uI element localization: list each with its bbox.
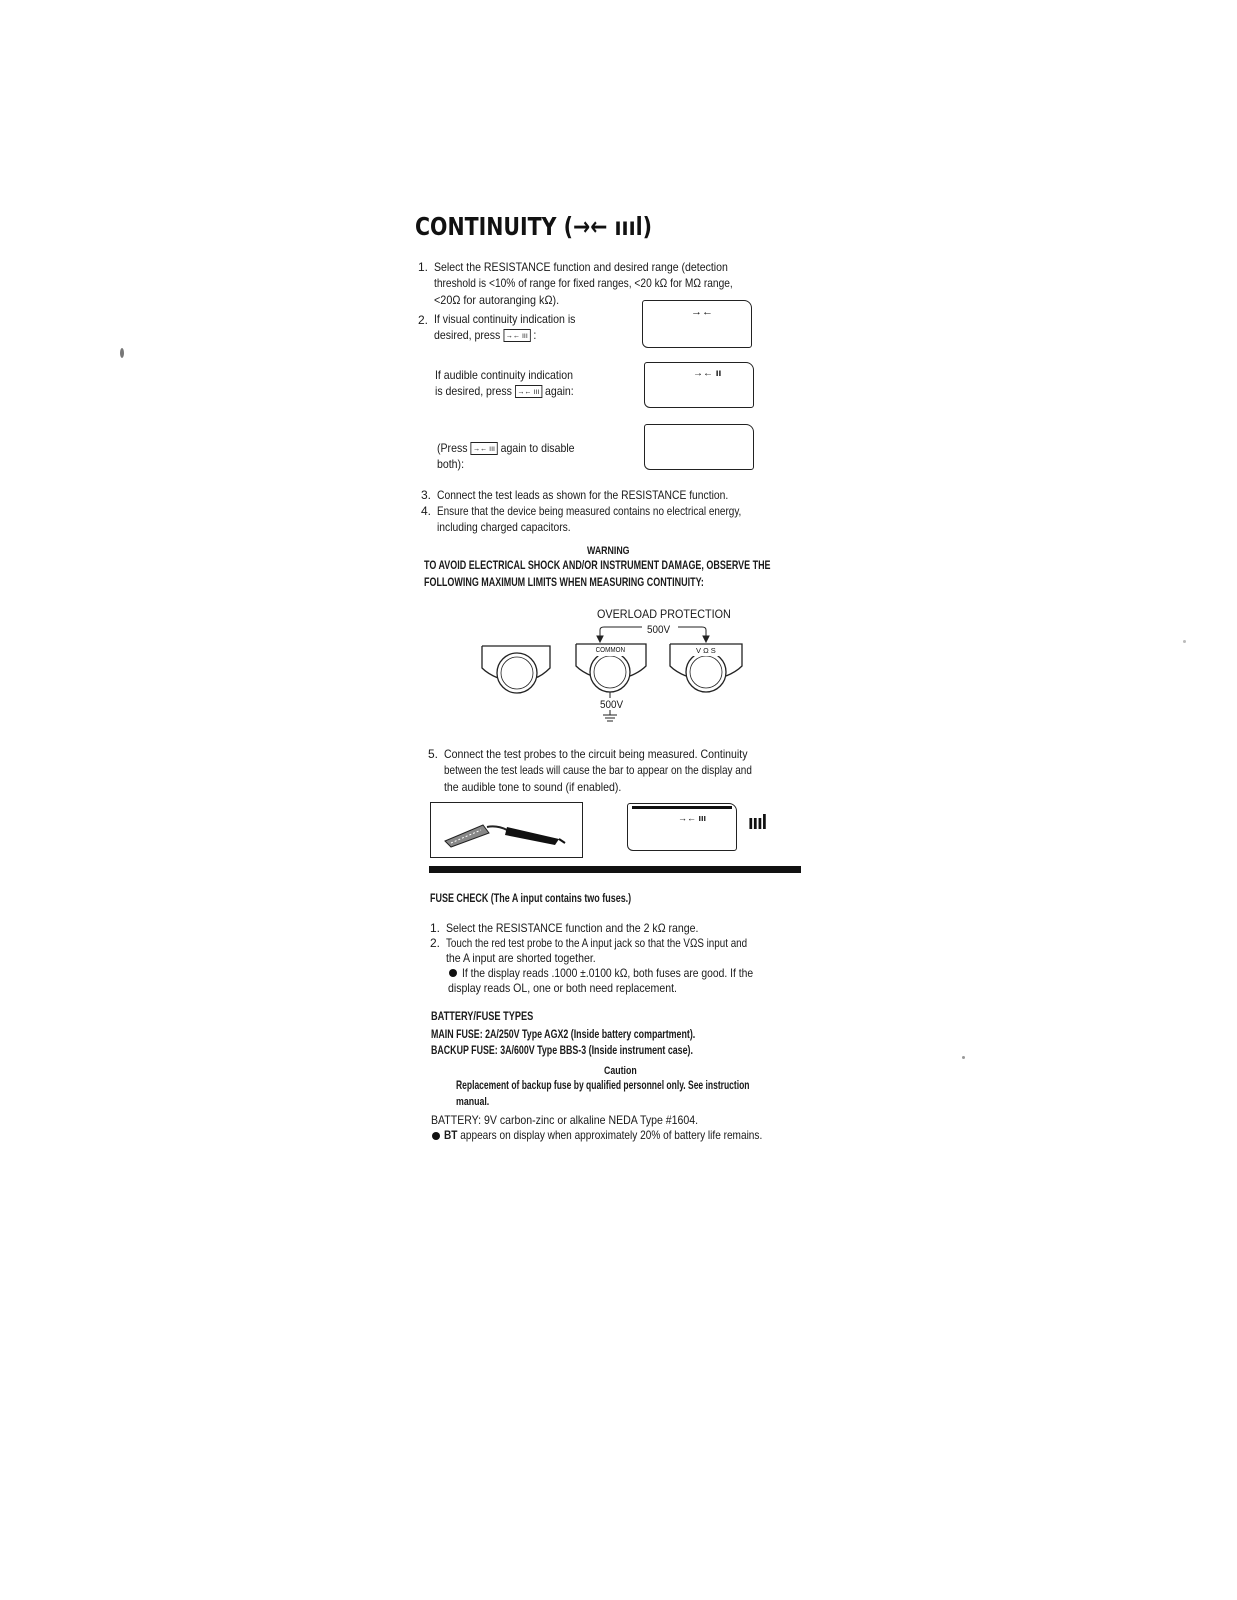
press-line1-text: (Press: [437, 441, 468, 455]
caution-line2: manual.: [456, 1096, 490, 1108]
title-text: CONTINUITY: [415, 212, 557, 241]
step1-line2: threshold is <10% of range for fixed ranges, <20 kΩ for MΩ range,: [434, 276, 733, 290]
caution-heading: Caution: [604, 1065, 637, 1077]
step4-number: 4.: [421, 504, 432, 518]
continuity-key: →← ııı: [515, 385, 542, 398]
continuity-symbol: →←: [691, 306, 713, 318]
step3-number: 3.: [421, 488, 432, 502]
step1-number: 1.: [418, 260, 429, 274]
fuse-check-heading: FUSE CHECK (The A input contains two fuses.): [430, 893, 632, 905]
continuity-key: →← ııı: [470, 442, 497, 455]
step2-line2: [434, 327, 536, 343]
audible-line2-text: is desired, press: [435, 384, 512, 398]
lcd-disabled: [644, 424, 754, 470]
jacks-diagram: [470, 618, 760, 730]
audible-tone-icon: ıııl: [748, 812, 767, 834]
fuse-step2-number: 2.: [430, 936, 441, 950]
step4-line1: Ensure that the device being measured contains no electrical energy,: [437, 504, 742, 518]
step2-number: 2.: [418, 313, 429, 327]
scan-speck: [120, 348, 124, 358]
main-fuse: MAIN FUSE: 2A/250V Type AGX2 (Inside battery compartment).: [431, 1029, 696, 1041]
bt-indicator: BT: [444, 1128, 458, 1142]
section-divider: [429, 866, 801, 873]
battery-fuse-heading: BATTERY/FUSE TYPES: [431, 1011, 534, 1023]
audible-line2-end: again:: [544, 384, 574, 398]
lcd-continuity-bar: [627, 803, 737, 851]
backup-fuse: BACKUP FUSE: 3A/600V Type BBS-3 (Inside instrument case).: [431, 1045, 693, 1057]
continuity-audible-symbol: →← ıı: [693, 368, 722, 379]
bullet-icon: [432, 1132, 440, 1140]
warning-line2: FOLLOWING MAXIMUM LIMITS WHEN MEASURING CONTINUITY:: [424, 577, 704, 589]
warning-heading: WARNING: [587, 545, 630, 557]
step2-line2-text: desired, press: [434, 328, 501, 342]
step5-line3: the audible tone to sound (if enabled).: [444, 780, 622, 794]
press-line2: both):: [437, 457, 465, 471]
test-probes-icon: [431, 803, 582, 857]
step5-number: 5.: [428, 747, 439, 761]
battery-note-text: appears on display when approximately 20% of battery life remains.: [460, 1128, 763, 1142]
lcd-visual-continuity: [642, 300, 752, 348]
continuity-key: →← ııı: [503, 329, 530, 342]
caution-line1: Replacement of backup fuse by qualified personnel only. See instruction: [456, 1080, 750, 1092]
probe-illustration: [430, 802, 583, 858]
overload-volts: 500V: [647, 624, 671, 636]
fuse-bullet-line1: If the display reads .1000 ±.0100 kΩ, both fuses are good. If the: [462, 966, 754, 980]
press-line1-end: again to disable: [500, 441, 575, 455]
jack-a: [482, 646, 550, 693]
continuity-bar: [632, 806, 732, 809]
bullet-icon: [449, 969, 457, 977]
step2-line1: If visual continuity indication is: [434, 312, 576, 326]
press-line1: [437, 440, 575, 456]
audible-line1: If audible continuity indication: [435, 368, 573, 382]
step4-line2: including charged capacitors.: [437, 520, 571, 534]
fuse-step2-line2: the A input are shorted together.: [446, 951, 596, 965]
scan-speck: [962, 1056, 965, 1059]
battery-type: BATTERY: 9V carbon-zinc or alkaline NEDA Type #1604.: [431, 1113, 699, 1127]
step2-line2-end: :: [533, 328, 537, 342]
step3-text: Connect the test leads as shown for the RESISTANCE function.: [437, 488, 729, 502]
fuse-bullet-line2: display reads OL, one or both need replacement.: [448, 981, 677, 995]
fuse-step1: Select the RESISTANCE function and the 2 kΩ range.: [446, 921, 699, 935]
step1-line3: <20Ω for autoranging kΩ).: [434, 293, 560, 307]
title-symbol: (→← ıııl): [563, 212, 652, 241]
ground-volts: 500V: [600, 699, 624, 711]
jack-vos-label: V Ω S: [696, 646, 716, 655]
overload-label: OVERLOAD PROTECTION: [597, 607, 731, 621]
battery-note: [444, 1127, 762, 1143]
overload-bracket: [597, 627, 709, 642]
warning-line1: TO AVOID ELECTRICAL SHOCK AND/OR INSTRUMENT DAMAGE, OBSERVE THE: [424, 560, 771, 572]
bar-lcd-symbol: →← ııı: [678, 813, 707, 823]
fuse-step1-number: 1.: [430, 921, 441, 935]
step5-line2: between the test leads will cause the bar to appear on the display and: [444, 763, 752, 777]
audible-line2: [435, 383, 574, 399]
step1-line1: Select the RESISTANCE function and desired range (detection: [434, 260, 728, 274]
fuse-step2-line1: Touch the red test probe to the A input jack so that the VΩS input and: [446, 936, 748, 950]
page-title: [415, 212, 652, 241]
step5-line1: Connect the test probes to the circuit being measured. Continuity: [444, 747, 748, 761]
lcd-audible-continuity: [644, 362, 754, 408]
jack-common-label: COMMON: [595, 647, 626, 654]
scan-speck: [1183, 640, 1186, 643]
